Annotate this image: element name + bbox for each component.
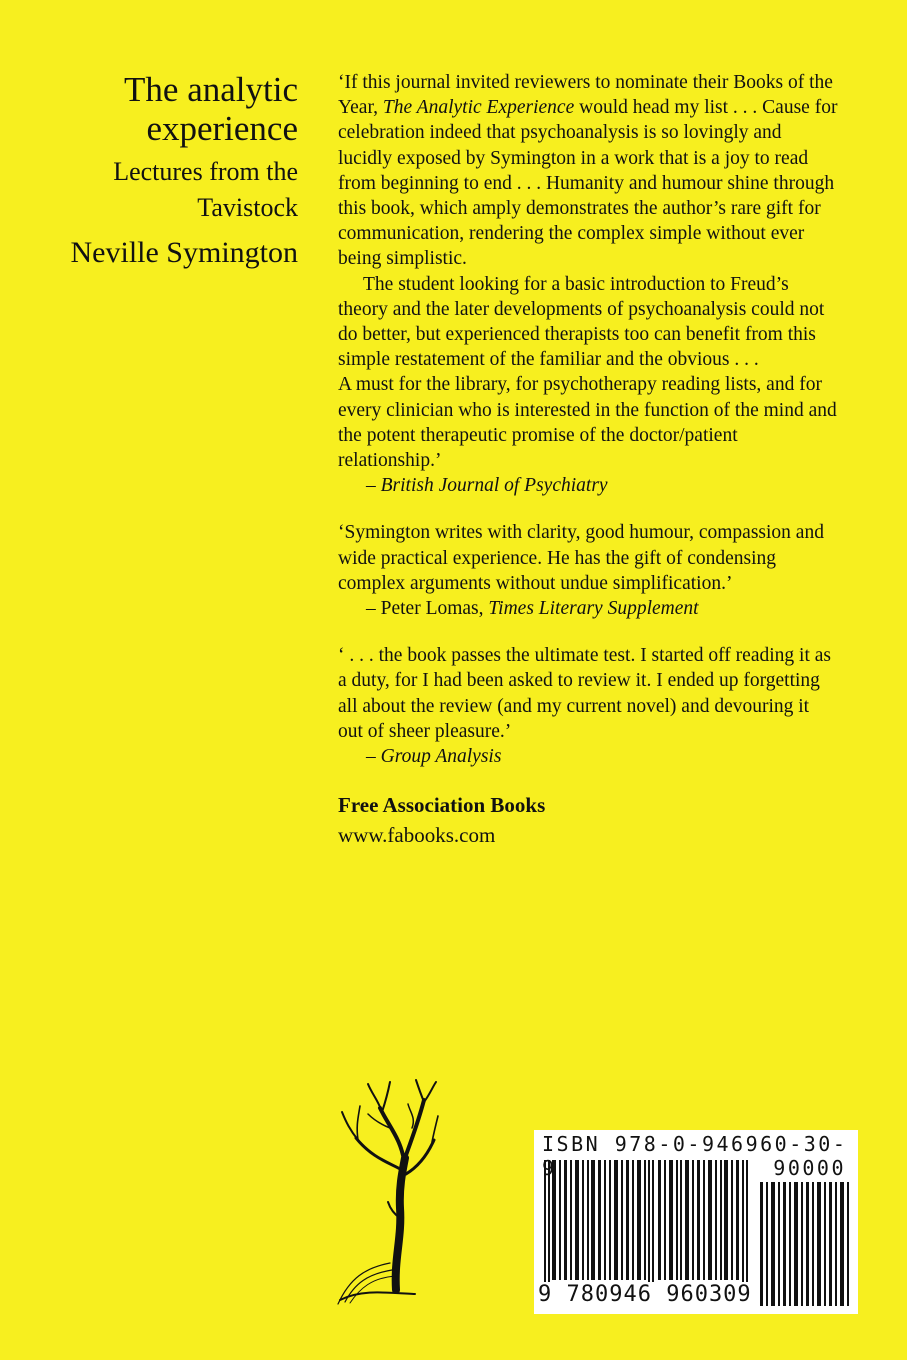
review-2-text: ‘Symington writes with clarity, good humour, compassion and wide practical experience. He has the gift of condensing complex arguments without undue simplification.’ bbox=[338, 522, 824, 594]
reviews-column bbox=[338, 70, 838, 849]
review-1-text-a: ‘If this journal invited reviewers to nominate their Books of the Year, bbox=[338, 72, 833, 119]
review-2-author: – Peter Lomas, bbox=[366, 598, 489, 620]
review-3-source bbox=[338, 744, 838, 769]
book-subtitle: Lectures from the Tavistock bbox=[113, 157, 298, 222]
barcode bbox=[534, 1130, 858, 1314]
book-author: Neville Symington bbox=[70, 236, 298, 269]
review-2-source-name: Times Literary Supplement bbox=[488, 598, 699, 620]
review-1-paragraph-3: A must for the library, for psychotherapy reading lists, and for every clinician who is interested in the function of the mind and the potent therapeutic promise of the doctor/patient relationship.’ bbox=[338, 374, 837, 472]
review-3-text: ‘ . . . the book passes the ultimate test. I started off reading it as a duty, for I had been asked to review it. I ended up forgetting all about the review (and my current novel) and devouring it out of sheer pleasure.’ bbox=[338, 645, 831, 742]
review-2-source bbox=[338, 596, 838, 621]
book-title: The analytic experience bbox=[124, 70, 298, 148]
review-1-source bbox=[338, 473, 838, 498]
review-1-book-title: The Analytic Experience bbox=[382, 97, 575, 119]
review-1-text bbox=[338, 70, 838, 272]
review-1-source-name: British Journal of Psychiatry bbox=[380, 475, 608, 497]
review-1-dash: – bbox=[366, 475, 381, 497]
publisher-name: Free Association Books bbox=[338, 793, 546, 818]
cover-heading bbox=[40, 70, 298, 269]
publisher-website: www.fabooks.com bbox=[338, 823, 496, 848]
review-1 bbox=[338, 70, 838, 498]
price-addon-text: 90000 bbox=[773, 1156, 846, 1180]
review-1-text-b: would head my list . . . Cause for celebration indeed that psychoanalysis is so lovingly and lucidly exposed by Symington in a work that is a joy to read from beginning to end . . . Humanity and humour shine through this book, which amply demonstrates the author’s rare gift for communication, rendering the complex simple without ever being simplistic. bbox=[338, 97, 838, 270]
isbn-text: ISBN 978-0-946960-30-9 bbox=[542, 1132, 848, 1180]
review-3 bbox=[338, 643, 838, 769]
ean-number: 9 780946 960309 bbox=[538, 1282, 752, 1307]
review-1-paragraph-2: The student looking for a basic introduction to Freud’s theory and the later developments of psychoanalysis could not do better, but experienced therapists too can benefit from this simple restatement of the familiar and the obvious . . . bbox=[338, 273, 825, 371]
tree-logo-icon bbox=[320, 1078, 440, 1308]
review-2 bbox=[338, 520, 838, 621]
review-3-source-name: Group Analysis bbox=[380, 746, 502, 768]
review-3-dash: – bbox=[366, 746, 381, 768]
